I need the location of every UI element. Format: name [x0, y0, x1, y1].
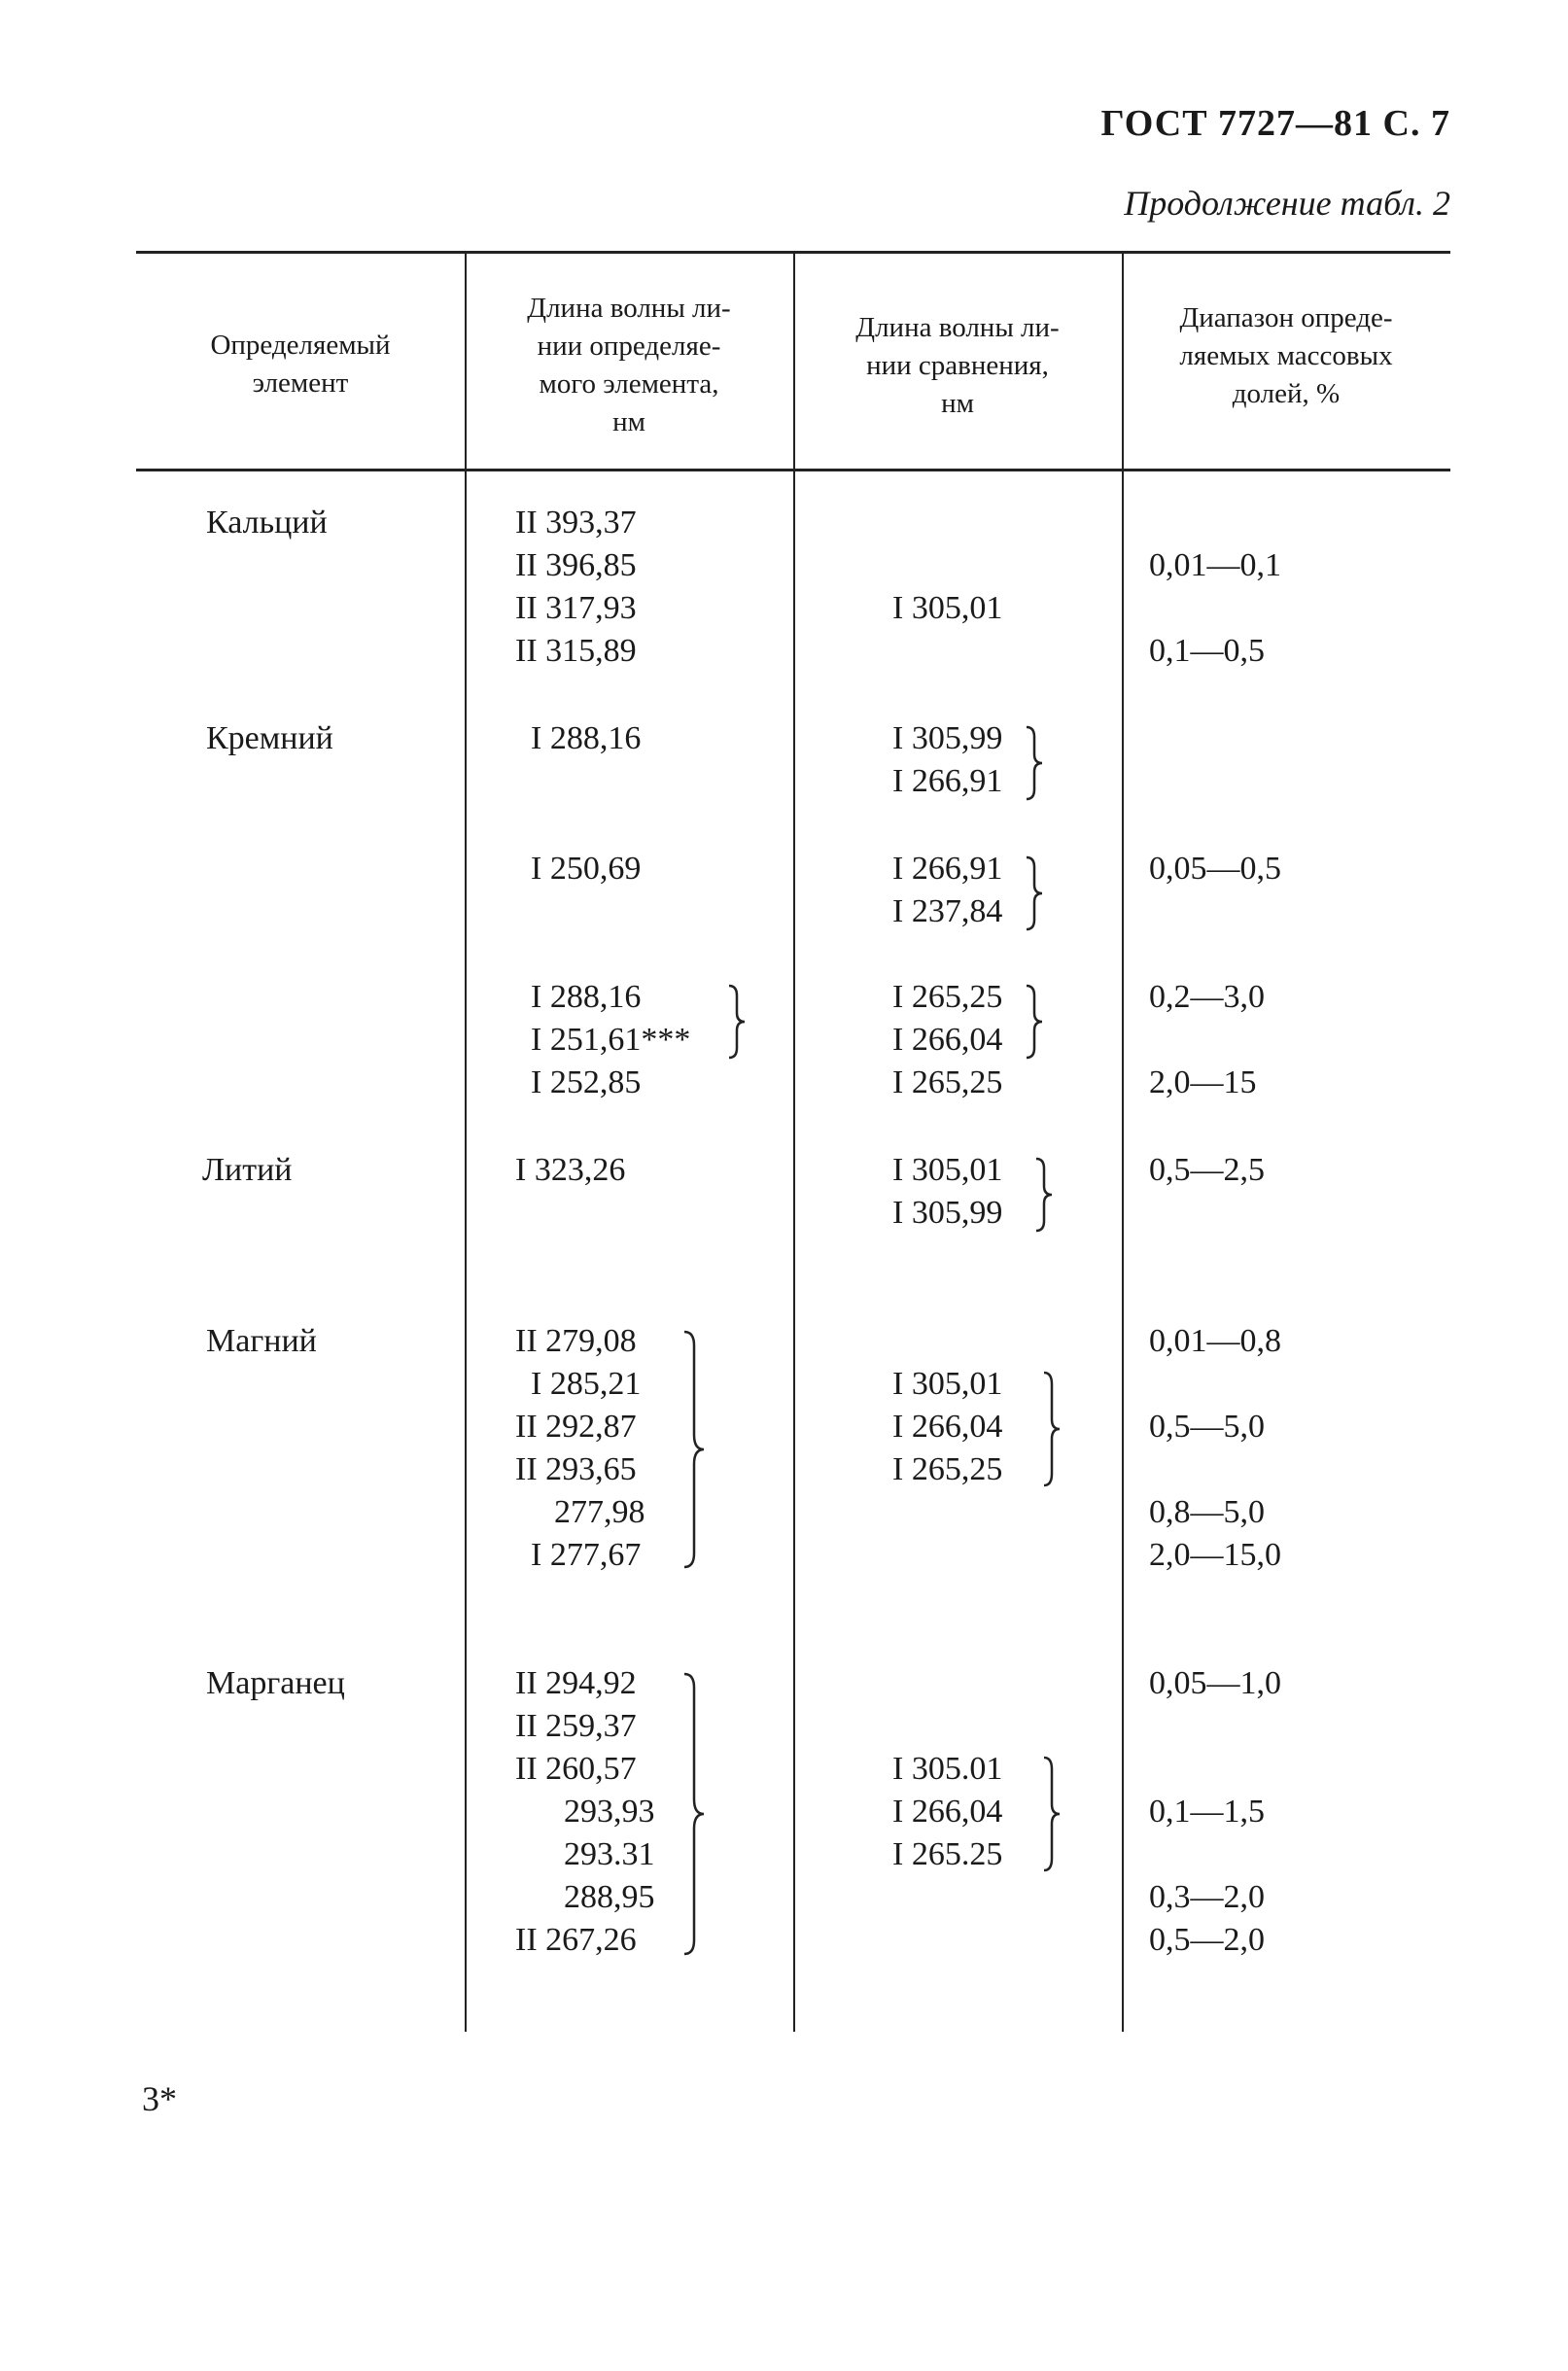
reference-wavelength: I 305,01	[892, 1152, 1003, 1188]
mass-fraction-range: 0,05—1,0	[1149, 1665, 1281, 1701]
mass-fraction-range: 0,5—2,5	[1149, 1152, 1265, 1188]
right-curly-brace	[1040, 1369, 1067, 1489]
line-wavelength: II 260,57	[515, 1751, 637, 1787]
line-wavelength: 288,95	[564, 1879, 655, 1915]
line-wavelength: I 285,21	[531, 1366, 642, 1402]
header-line: мого элемента,	[539, 368, 719, 400]
right-curly-brace	[1032, 1155, 1060, 1235]
header-line: ляемых массовых	[1179, 340, 1393, 371]
line-wavelength: II 279,08	[515, 1323, 637, 1359]
element-silicon: Кремний	[206, 720, 333, 756]
line-wavelength: II 259,37	[515, 1708, 637, 1744]
right-curly-brace	[1023, 854, 1050, 933]
line-wavelength: 277,98	[554, 1494, 645, 1530]
page-header-title: ГОСТ 7727—81 С. 7	[1100, 103, 1450, 144]
mass-fraction-range: 0,1—0,5	[1149, 633, 1265, 669]
column-header-reference-wavelength	[793, 309, 1122, 423]
reference-wavelength: I 305,99	[892, 720, 1003, 756]
mass-fraction-range: 0,2—3,0	[1149, 979, 1265, 1015]
mass-fraction-range: 0,1—1,5	[1149, 1794, 1265, 1830]
mass-fraction-range: 0,01—0,8	[1149, 1323, 1281, 1359]
line-wavelength: II 293,65	[515, 1451, 637, 1487]
table-continuation-label: Продолжение табл. 2	[1124, 184, 1450, 223]
column-header-line-wavelength	[465, 290, 793, 441]
column-divider-2	[793, 253, 795, 2032]
mass-fraction-range: 2,0—15	[1149, 1064, 1257, 1100]
reference-wavelength: I 265.25	[892, 1836, 1003, 1872]
mass-fraction-range: 0,8—5,0	[1149, 1494, 1265, 1530]
line-wavelength: II 292,87	[515, 1409, 637, 1445]
column-header-mass-fraction-range	[1122, 299, 1450, 413]
reference-wavelength: I 265,25	[892, 1451, 1003, 1487]
reference-wavelength: I 266,04	[892, 1022, 1003, 1058]
mass-fraction-range: 0,05—0,5	[1149, 851, 1281, 887]
line-wavelength: I 250,69	[531, 851, 642, 887]
reference-wavelength: I 305,01	[892, 1366, 1003, 1402]
reference-wavelength: I 266,04	[892, 1794, 1003, 1830]
line-wavelength: 293.31	[564, 1836, 655, 1872]
reference-wavelength: I 305,99	[892, 1195, 1003, 1231]
page-signature-mark: 3*	[142, 2079, 177, 2118]
line-wavelength: II 267,26	[515, 1922, 637, 1958]
line-wavelength: I 277,67	[531, 1537, 642, 1573]
right-curly-brace	[1023, 723, 1050, 803]
column-header-element	[136, 327, 465, 402]
mass-fraction-range: 0,5—2,0	[1149, 1922, 1265, 1958]
right-curly-brace	[1040, 1754, 1067, 1874]
header-line: долей, %	[1232, 378, 1341, 409]
header-line: Определяемый	[210, 330, 391, 361]
line-wavelength: I 288,16	[531, 979, 642, 1015]
mass-fraction-range: 0,5—5,0	[1149, 1409, 1265, 1445]
reference-wavelength: I 266,91	[892, 763, 1003, 799]
column-divider-1	[465, 253, 467, 2032]
header-line: Длина волны ли-	[527, 293, 731, 324]
right-curly-brace	[680, 1670, 710, 1958]
header-line: нм	[612, 406, 645, 437]
line-wavelength: II 396,85	[515, 547, 637, 583]
line-wavelength: II 393,37	[515, 505, 637, 540]
element-magnesium: Магний	[206, 1323, 317, 1359]
element-manganese: Марганец	[206, 1665, 345, 1701]
reference-wavelength: I 266,91	[892, 851, 1003, 887]
line-wavelength: 293,93	[564, 1794, 655, 1830]
element-lithium: Литий	[202, 1152, 293, 1188]
right-curly-brace	[1023, 982, 1050, 1062]
mass-fraction-range: 2,0—15,0	[1149, 1537, 1281, 1573]
line-wavelength: II 315,89	[515, 633, 637, 669]
header-line: элемент	[252, 367, 349, 399]
header-line: нии определяе-	[537, 331, 721, 362]
right-curly-brace	[680, 1328, 710, 1571]
reference-wavelength: I 265,25	[892, 979, 1003, 1015]
line-wavelength: II 294,92	[515, 1665, 637, 1701]
reference-wavelength: I 305,01	[892, 590, 1003, 626]
reference-wavelength: I 265,25	[892, 1064, 1003, 1100]
reference-wavelength: I 305.01	[892, 1751, 1003, 1787]
line-wavelength: II 317,93	[515, 590, 637, 626]
header-line: Диапазон опреде-	[1179, 302, 1393, 333]
header-line: нм	[941, 388, 974, 419]
line-wavelength: I 323,26	[515, 1152, 626, 1188]
column-divider-3	[1122, 253, 1124, 2032]
reference-wavelength: I 237,84	[892, 893, 1003, 929]
mass-fraction-range: 0,3—2,0	[1149, 1879, 1265, 1915]
line-wavelength: I 252,85	[531, 1064, 642, 1100]
element-calcium: Кальций	[206, 505, 328, 540]
header-line: Длина волны ли-	[855, 312, 1060, 343]
mass-fraction-range: 0,01—0,1	[1149, 547, 1281, 583]
right-curly-brace	[725, 982, 752, 1062]
header-line: нии сравнения,	[866, 350, 1049, 381]
line-wavelength: I 251,61***	[531, 1022, 691, 1058]
reference-wavelength: I 266,04	[892, 1409, 1003, 1445]
line-wavelength: I 288,16	[531, 720, 642, 756]
